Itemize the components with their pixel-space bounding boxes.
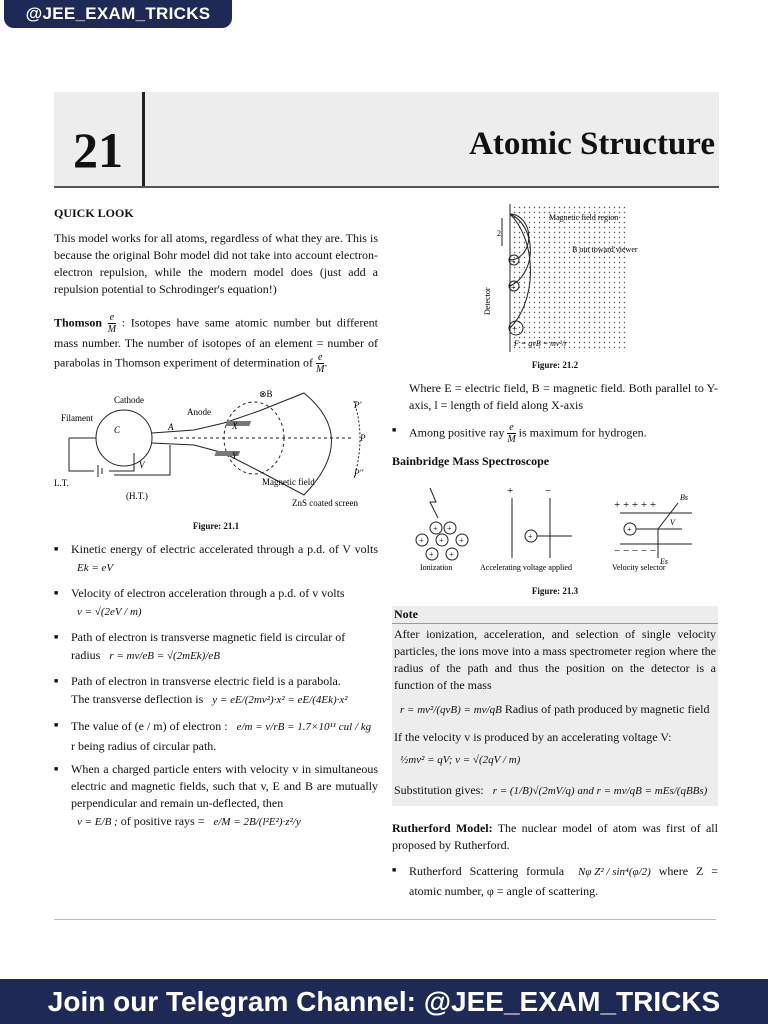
- accelerating-label: Accelerating voltage applied: [480, 563, 572, 572]
- ion-plus-2: +: [511, 283, 516, 292]
- ion-plus-b: +: [447, 524, 452, 533]
- e-over-m-fraction-2: $\frac{e}{M}$: [316, 352, 325, 375]
- ion-plus-c: +: [419, 536, 424, 545]
- p-prime-label: P': [354, 400, 362, 410]
- x-label: X: [232, 421, 238, 431]
- detector-label: Detector: [483, 287, 492, 315]
- accel-plus-sign: +: [507, 485, 514, 497]
- anode-label: Anode: [187, 407, 211, 417]
- selector-minuses: − − − − −: [614, 545, 657, 557]
- rutherford-paragraph: Rutherford Model: The nuclear model of atom was first of all proposed by Rutherford.: [392, 821, 718, 852]
- quick-look-heading: QUICK LOOK: [54, 206, 134, 220]
- filament-label: Filament: [61, 413, 93, 423]
- selector-pluses: + + + + +: [614, 499, 657, 511]
- v-label-fig3: V: [670, 518, 675, 527]
- thomson-text: : Isotopes have same atomic number but different mass number. The number of isotopes of an element = number of parabolas in Thomson experiment of determination of: [54, 315, 379, 370]
- footer-rule: [54, 919, 716, 920]
- electron-facts-list: [54, 541, 378, 833]
- bainbridge-heading: Bainbridge Mass Spectroscope: [392, 454, 550, 468]
- y-label: Y: [232, 451, 238, 461]
- path-radius-equation: r = mv²/(qvB) = mv/qB: [400, 704, 502, 716]
- ion-plus-g: +: [449, 550, 454, 559]
- thomson-label: Thomson: [54, 315, 103, 330]
- p-label: P: [360, 433, 366, 443]
- ion-plus-d: +: [439, 536, 444, 545]
- b-out-label: B out toward viewer: [572, 245, 638, 254]
- bullet-crossed-fields: ■ When a charged particle enters with velocity v in simultaneous electric and magnetic fields, such that v, E and B are mutually perpendicular and remain un-deflected, then v = E/B ; of positive rays = e/M = 2B/(l²E²)·z²/y: [54, 761, 378, 833]
- substitution-equation: r = (1/B)√(2mV/q) and r = mv/qB = mEs/(qBBs): [492, 785, 708, 797]
- figure-21-1-thomson-apparatus: [54, 383, 378, 511]
- ion-plus-1: +: [511, 257, 516, 266]
- thomson-paragraph: Thomson $\frac{e}{M}$ : Isotopes have same atomic number but different mass number. The number of isotopes of an element = number of parabolas in Thomson experiment of determination of $\frac{e}{M}$ .: [54, 312, 379, 375]
- cathode-label: Cathode: [114, 395, 144, 405]
- es-label: Es: [660, 557, 668, 566]
- watermark: @JEE_EXAM_TRICKS: [4, 0, 232, 28]
- e-over-m-equation: e/m = v/rB = 1.7×10¹¹ cul / kg: [236, 721, 372, 733]
- substitution-line: Substitution gives: r = (1/B)√(2mV/q) and r = mv/qB = mEs/(qBBs): [394, 781, 716, 802]
- ion-plus-3: +: [512, 324, 518, 334]
- figure-21-1-caption: Figure: 21.1: [192, 521, 240, 531]
- magnetic-field-label: Magnetic field: [262, 477, 315, 487]
- ion-plus-a: +: [433, 524, 438, 533]
- note-box: [392, 606, 718, 806]
- kinetic-energy-equation: Ek = eV: [77, 562, 114, 574]
- right-column: [392, 200, 718, 906]
- rutherford-list: [392, 862, 718, 900]
- positive-ray-equation: e/M = 2B/(l²E²)·z²/y: [213, 816, 301, 828]
- chapter-title: Atomic Structure: [469, 126, 715, 162]
- two-label: 2: [497, 229, 501, 238]
- scattering-equation: Nφ Z² / sin⁴(φ/2): [578, 866, 651, 878]
- e-over-m-fraction: $\frac{e}{M}$: [107, 312, 117, 335]
- radius-line: r = mv²/(qvB) = mv/qB Radius of path produced by magnetic field: [394, 700, 716, 721]
- ion-plus-f: +: [429, 550, 434, 559]
- deflection-equation: y = eE/(2mv²)·x² = eE/(4Ek)·x²: [212, 694, 348, 706]
- bullet-positive-ray: ■ Among positive ray $\frac{e}{M}$ is maximum for hydrogen.: [392, 422, 718, 445]
- force-label: F = qvB = mv²/r: [514, 339, 568, 348]
- bullet-scattering: ■ Rutherford Scattering formula Nφ Z² / sin⁴(φ/2) where Z = atomic number, φ = angle of scattering.: [392, 862, 718, 900]
- bs-label: Bs: [680, 493, 688, 502]
- positive-ray-list: [392, 422, 718, 445]
- b-field-label: ⊗B: [259, 389, 273, 399]
- undeflected-velocity-equation: v = E/B ;: [77, 816, 118, 828]
- velocity-equation: v = √(2eV / m): [77, 606, 142, 618]
- velocity-voltage-equation: ½mv² = qV; v = √(2qV / m): [400, 754, 521, 766]
- p-double-prime-label: P'': [354, 468, 364, 478]
- quick-look-paragraph: This model works for all atoms, regardless of what they are. This is because the original Bohr model did not take into account electron-electron repulsion, while the modern model does (just add a repulsion potential to Schrodinger's equation!): [54, 231, 378, 296]
- where-paragraph: Where E = electric field, B = magnetic field. Both parallel to Y-axis, l = length of field along X-axis: [409, 381, 718, 412]
- selector-label: Velocity selector: [612, 563, 666, 572]
- telegram-banner: Join our Telegram Channel: @JEE_EXAM_TRICKS: [0, 979, 768, 1024]
- figure-21-2-caption: Figure: 21.2: [531, 360, 579, 370]
- note-heading: Note: [392, 606, 718, 624]
- a-label: A: [168, 422, 174, 432]
- figure-21-3-bainbridge: [392, 478, 718, 574]
- v-label: V: [139, 460, 145, 470]
- bullet-e-over-m: ■ The value of (e / m) of electron : e/m = v/rB = 1.7×10¹¹ cul / kg r being radius of circular path.: [54, 717, 378, 755]
- velocity-lead: If the velocity v is produced by an accelerating voltage V:: [394, 730, 672, 744]
- region-label: Magnetic field region: [549, 213, 619, 222]
- e-over-m-fraction-3: $\frac{e}{M}$: [507, 422, 516, 445]
- chapter-divider: [142, 92, 145, 186]
- figure-21-3-caption: Figure: 21.3: [531, 586, 579, 596]
- ion-plus-e: +: [459, 536, 464, 545]
- bullet-kinetic-energy: ■ Kinetic energy of electric accelerated through a p.d. of V volts Ek = eV: [54, 541, 378, 579]
- figure-21-2-magnetic-region: [392, 200, 718, 356]
- ionization-label: Ionization: [420, 563, 453, 572]
- note-paragraph: After ionization, acceleration, and selection of single velocity particles, the ions move into a mass spectrometer region where the radius of the path and thus the position on the detector is a function of the mass: [394, 627, 716, 692]
- velocity-line: [394, 750, 716, 771]
- accel-ion-plus: +: [528, 532, 533, 541]
- screen-label: ZnS coated screen: [292, 498, 358, 508]
- selector-ion-plus: +: [627, 525, 632, 534]
- lt-label: L.T.: [54, 478, 69, 488]
- bullet-electric-path: ■ Path of electron in transverse electric field is a parabola. The transverse deflection is y = eE/(2mv²)·x² = eE/(4Ek)·x²: [54, 673, 378, 711]
- rutherford-label: Rutherford Model:: [392, 821, 493, 835]
- bullet-velocity: ■ Velocity of electron acceleration through a p.d. of v volts v = √(2eV / m): [54, 585, 378, 623]
- ht-label: (H.T.): [126, 491, 148, 501]
- radius-equation: r = mv/eB = √(2mEk)/eB: [109, 650, 221, 662]
- c-label: C: [114, 425, 121, 435]
- bullet-magnetic-path: ■ Path of electron is transverse magnetic field is circular of radius r = mv/eB = √(2mEk)/eB: [54, 629, 378, 667]
- chapter-number: 21: [73, 122, 123, 178]
- accel-minus-sign: −: [545, 485, 552, 497]
- left-column: [54, 205, 378, 839]
